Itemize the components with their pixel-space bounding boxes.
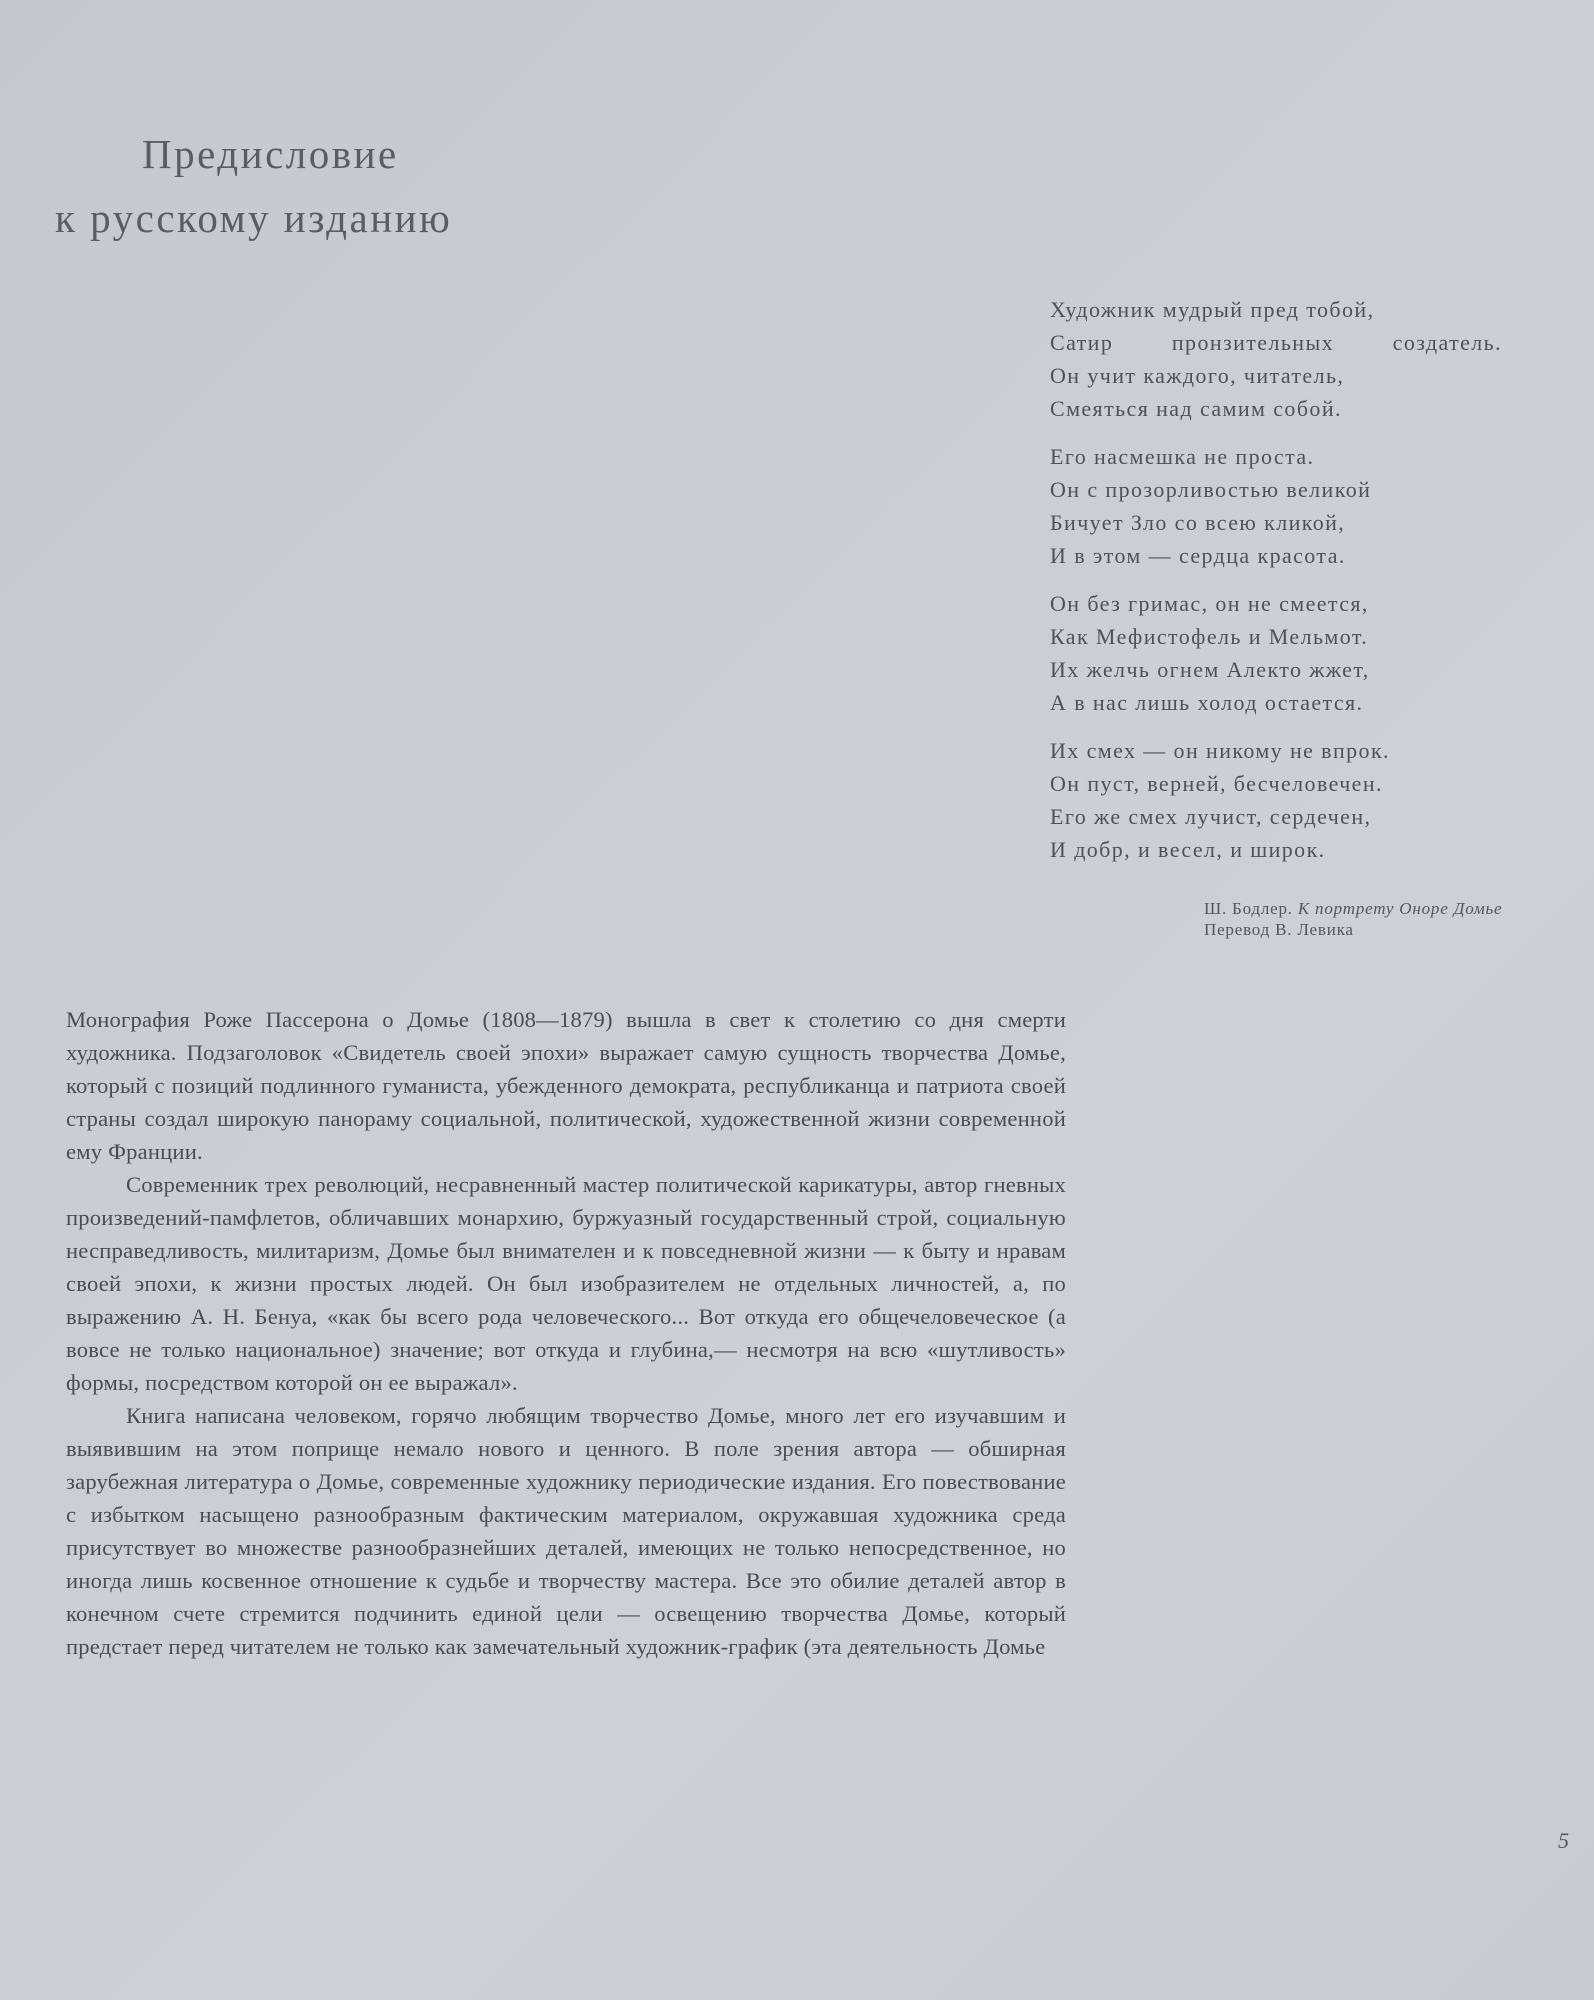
poem-line: И в этом — сердца красота.: [1050, 543, 1346, 568]
poem-line: Как Мефистофель и Мельмот.: [1050, 624, 1369, 649]
poem-line: Сатир пронзительных создатель.: [1050, 330, 1502, 355]
poem-line: Он пуст, верней, бесчеловечен.: [1050, 771, 1383, 796]
epigraph-poem: [1050, 293, 1510, 881]
poem-stanza-1: [1050, 293, 1510, 425]
poem-line: А в нас лишь холод остается.: [1050, 690, 1364, 715]
poem-line: Он с прозорливостью великой: [1050, 477, 1372, 502]
poem-line: Их смех — он никому не впрок.: [1050, 738, 1390, 763]
title-line-2: к русскому изданию: [55, 195, 453, 241]
poem-stanza-2: [1050, 440, 1510, 572]
poem-stanza-3: [1050, 587, 1510, 719]
poem-line: Бичует Зло со всею кликой,: [1050, 510, 1346, 535]
paragraph: Монография Роже Пассерона о Домье (1808—1879) вышла в свет к столетию со дня смерти художника. Подзаголовок «Свидетель своей эпохи» выражает самую сущность творчества Домье, который с позиций подлинного гуманиста, убежденного демократа, республиканца и патриота своей страны создал широкую панораму социальной, политической, художественной жизни современной ему Франции.: [66, 1007, 1066, 1164]
title-line-1: Предисловие: [142, 131, 399, 177]
paragraph: Книга написана человеком, горячо любящим творчество Домье, много лет его изучавшим и выявившим на этом поприще немало нового и ценного. В поле зрения автора — обширная зарубежная литература о Домье, современные художнику периодические издания. Его повествование с избытком насыщено разнообразным фактическим материалом, окружавшая художника среда присутствует во множестве разнообразнейших деталей, имеющих не только непосредственное, но иногда лишь косвенное отношение к судьбе и творчеству мастера. Все это обилие деталей автор в конечном счете стремится подчинить единой цели — освещению творчества Домье, который предстает перед читателем не только как замечательный художник-график (эта деятельность Домье: [66, 1403, 1066, 1659]
attribution-source: [1204, 898, 1502, 919]
epigraph-attribution: [1204, 898, 1502, 940]
paragraph: Современник трех революций, несравненный мастер политической карикатуры, автор гневных произведений-памфлетов, обличавших монархию, буржуазный государственный строй, социальную несправедливость, милитаризм, Домье был внимателен и к повседневной жизни — к быту и нравам своей эпохи, к жизни простых людей. Он был изобразителем не отдельных личностей, а, по выражению А. Н. Бенуа, «как бы всего рода человеческого... Вот откуда его общечеловеческое (а вовсе не только национальное) значение; вот откуда и глубина,— несмотря на всю «шутливость» формы, посредством которой он ее выражал».: [66, 1172, 1066, 1395]
page-title: [55, 122, 615, 250]
poem-line: И добр, и весел, и широк.: [1050, 837, 1326, 862]
attribution-work: К портрету Оноре Домье: [1297, 899, 1503, 918]
body-text: [66, 1003, 1066, 1663]
poem-line: Его же смех лучист, сердечен,: [1050, 804, 1372, 829]
attribution-translation: Перевод В. Левика: [1204, 920, 1354, 939]
poem-line: Его насмешка не проста.: [1050, 444, 1315, 469]
poem-stanza-4: [1050, 734, 1510, 866]
poem-line: Смеяться над самим собой.: [1050, 396, 1342, 421]
page-number: 5: [1558, 1828, 1569, 1853]
attribution-author: Ш. Бодлер.: [1204, 899, 1293, 918]
poem-line: Художник мудрый пред тобой,: [1050, 297, 1375, 322]
poem-line: Он учит каждого, читатель,: [1050, 363, 1345, 388]
poem-line: Их желчь огнем Алекто жжет,: [1050, 657, 1370, 682]
poem-line: Он без гримас, он не смеется,: [1050, 591, 1369, 616]
